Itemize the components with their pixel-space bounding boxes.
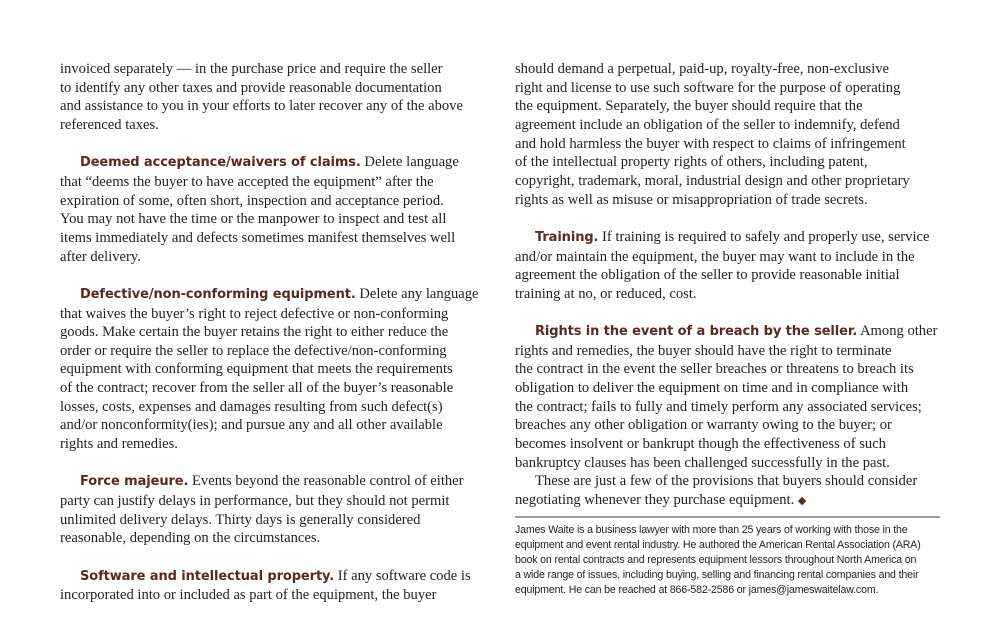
text-line: and/or maintain the equipment, the buyer may want to include in the xyxy=(515,248,915,265)
text-line: These are just a few of the provisions that buyers should consider xyxy=(535,473,918,490)
text-line: agreement the obligation of the seller to provide reasonable initial xyxy=(515,267,900,284)
text-line: copyright, trademark, moral, industrial design and other proprietary xyxy=(515,172,910,189)
text-line: referenced taxes. xyxy=(60,116,159,133)
left-column xyxy=(60,60,482,605)
text-line: the equipment. Separately, the buyer should require that the xyxy=(515,98,863,115)
section-force-majeure xyxy=(60,472,482,548)
section-first-line xyxy=(60,285,482,305)
closing-paragraph xyxy=(515,472,943,510)
section-software-ip xyxy=(60,567,482,605)
bio-line: James Waite is a business lawyer with more than 25 years of working with those in the xyxy=(515,524,908,536)
section-deemed-acceptance xyxy=(60,153,482,266)
bio-line: book on rental contracts and represents equipment lessors throughout North America on xyxy=(515,554,917,567)
text-line: invoiced separately — in the purchase price and require the seller xyxy=(60,61,443,77)
text-line: party can justify delays in performance, but they should not permit xyxy=(60,493,450,510)
text-run: negotiating whenever they purchase equipment. xyxy=(515,492,795,509)
section-heading: Deemed acceptance/waivers of claims. xyxy=(80,155,361,171)
text-line: breaches any other obligation or warranty owing to the buyer; or xyxy=(515,417,892,434)
author-bio xyxy=(515,523,945,598)
text-line: unlimited delivery delays. Thirty days is generally considered xyxy=(60,511,421,528)
section-heading: Software and intellectual property. xyxy=(80,568,335,584)
section-first-line xyxy=(60,153,482,173)
bio-line: a wide range of issues, including buying, selling and financing rental companies and their xyxy=(515,569,919,582)
text-run: If training is required to safely and properly use, service xyxy=(598,228,930,245)
text-line: that “deems the buyer to have accepted the equipment” after the xyxy=(60,173,434,190)
bio-divider xyxy=(515,516,940,518)
text-line: training at no, or reduced, cost. xyxy=(515,285,697,302)
software-ip-continuation xyxy=(515,60,943,209)
right-column xyxy=(515,60,943,511)
text-line: rights and remedies, the buyer should have the right to terminate xyxy=(515,342,892,359)
text-line: and hold harmless the buyer with respect to claims of infringement xyxy=(515,135,906,152)
text-line: rights as well as misuse or misappropriation of trade secrets. xyxy=(515,191,868,208)
section-first-line xyxy=(515,228,943,248)
section-first-line xyxy=(60,567,482,587)
text-line: bankruptcy clauses has been challenged successfully in the past. xyxy=(515,454,890,471)
text-line-final xyxy=(515,491,943,511)
end-of-article-diamond-icon: ◆ xyxy=(797,495,807,508)
text-line: losses, costs, expenses and damages resulting from such defect(s) xyxy=(60,398,443,415)
text-line: the contract in the event the seller breaches or threatens to breach its xyxy=(515,361,914,378)
text-line: should demand a perpetual, paid-up, royalty-free, non-exclusive xyxy=(515,61,890,77)
text-line: becomes insolvent or bankrupt though the effectiveness of such xyxy=(515,436,886,453)
text-run: Delete language xyxy=(360,154,459,171)
section-heading: Defective/non-conforming equipment. xyxy=(80,286,356,302)
text-line: You may not have the time or the manpower to inspect and test all xyxy=(60,211,447,228)
text-line: agreement include an obligation of the seller to indemnify, defend xyxy=(515,116,900,133)
section-heading: Force majeure. xyxy=(80,474,189,490)
bio-line: equipment. He can be reached at 866-582-2586 or james@jameswaitelaw.com. xyxy=(515,584,879,597)
text-line: order or require the seller to replace the defective/non-conforming xyxy=(60,342,447,359)
text-line: after delivery. xyxy=(60,248,141,265)
text-line: obligation to deliver the equipment on time and in compliance with xyxy=(515,380,909,397)
text-line: to identify any other taxes and provide reasonable documentation xyxy=(60,79,442,96)
text-line: reasonable, depending on the circumstances. xyxy=(60,530,321,547)
text-run: If any software code is xyxy=(334,567,471,584)
section-heading: Training. xyxy=(535,229,599,245)
text-line: and assistance to you in your efforts to later recover any of the above xyxy=(60,98,463,115)
text-line: items immediately and defects sometimes manifest themselves well xyxy=(60,229,456,246)
text-run: Delete any language xyxy=(355,285,479,302)
text-line: equipment with conforming equipment that meets the requirements xyxy=(60,361,453,378)
section-training xyxy=(515,228,943,304)
section-first-line xyxy=(60,472,482,492)
text-line: of the intellectual property rights of others, including patent, xyxy=(515,154,868,171)
section-breach-rights xyxy=(515,322,943,472)
text-line: goods. Make certain the buyer retains the right to either reduce the xyxy=(60,324,449,341)
bio-line: equipment and event rental industry. He authored the American Rental Association (ARA) xyxy=(515,539,921,552)
text-line: right and license to use such software for the purpose of operating xyxy=(515,79,901,96)
section-first-line xyxy=(515,322,943,342)
text-line: incorporated into or included as part of the equipment, the buyer xyxy=(60,587,437,604)
text-line: rights and remedies. xyxy=(60,436,178,453)
section-heading: Rights in the event of a breach by the seller. xyxy=(535,324,858,340)
text-line: expiration of some, often short, inspection and acceptance period. xyxy=(60,192,444,209)
text-line: that waives the buyer’s right to reject defective or non-conforming xyxy=(60,305,449,322)
intro-paragraph xyxy=(60,60,482,135)
text-line: the contract; fails to fully and timely perform any associated services; xyxy=(515,398,922,415)
text-line: and/or nonconformity(ies); and pursue any and all other available xyxy=(60,417,443,434)
section-defective-equipment xyxy=(60,285,482,454)
text-run: Among other xyxy=(857,323,938,340)
text-line: of the contract; recover from the seller all of the buyer’s reasonable xyxy=(60,380,454,397)
text-run: Events beyond the reasonable control of either xyxy=(188,473,464,490)
